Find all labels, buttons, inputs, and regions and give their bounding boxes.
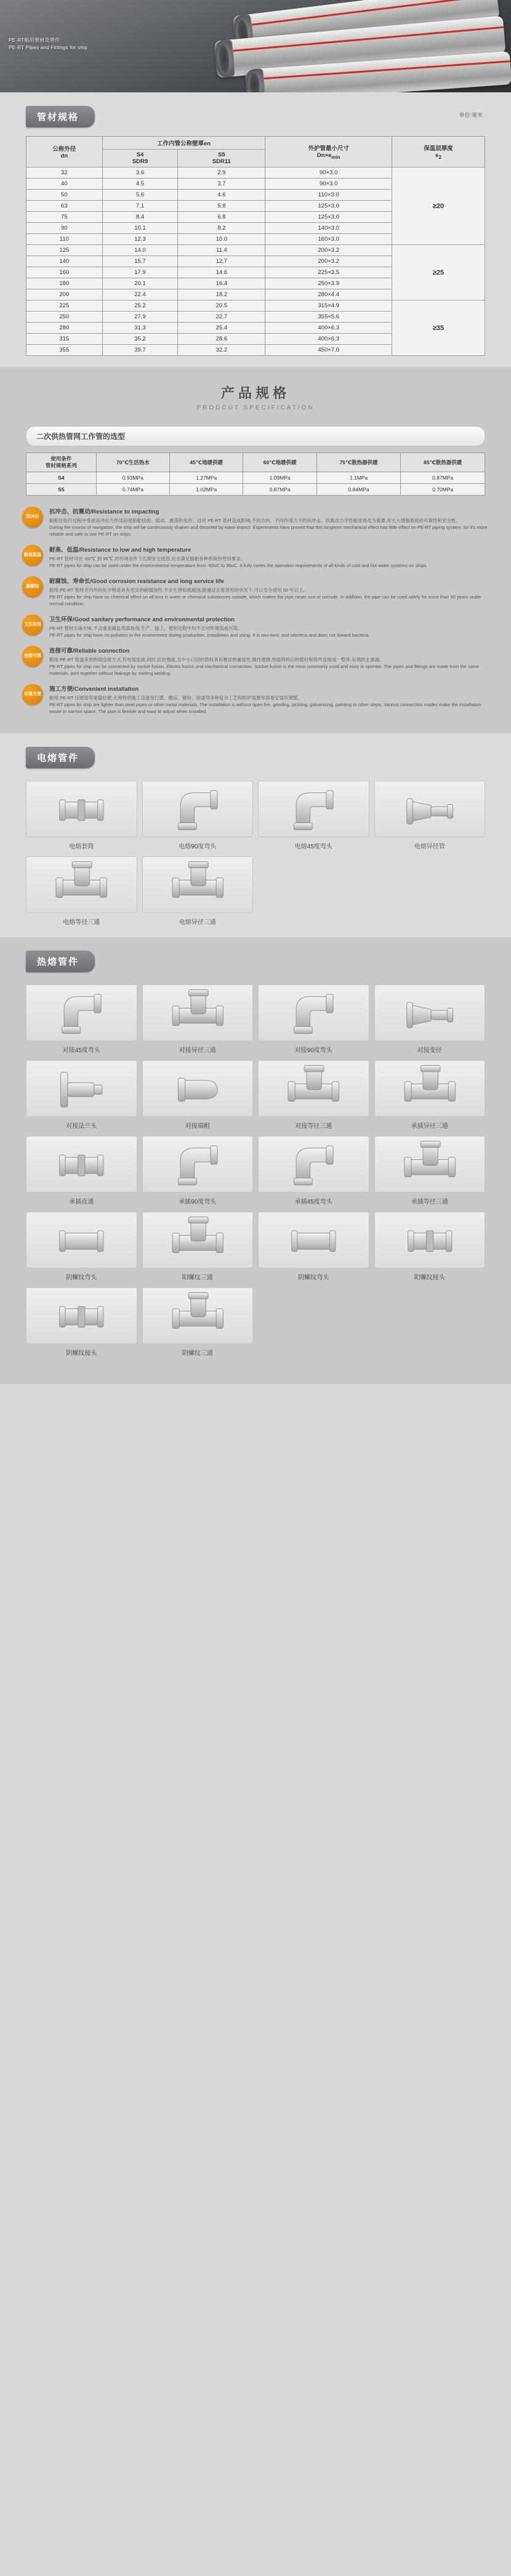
- cell-insulation: ≥20: [392, 167, 485, 245]
- feature-text-cn: 船用 PE-RT 管材对内外的化学物质具有优良的耐腐蚀性,不会生锈和被腐蚀,能通过正常使用的状况下,可以安全使用 50 年以上。: [49, 587, 308, 593]
- cell-s4: 15.7: [102, 256, 178, 267]
- fitting-card[interactable]: [374, 781, 486, 850]
- cell-s4: 10.1: [102, 223, 178, 234]
- cell-s5: 6.8: [178, 212, 265, 223]
- fitting-label: 对接等径三通: [295, 1123, 332, 1130]
- fitting-card[interactable]: [26, 984, 137, 1054]
- cell-dn: 355: [26, 345, 103, 356]
- feature-text-cn: 船用 PE-RT 管道采用热熔连接方式,有电熔连接,同时,抗拉强度,且中小口径的管材具有极佳的兼容性,操作便捷,热熔焊料后的管材和管件连接成一整体,有效防止渗漏。: [49, 657, 384, 662]
- cell-s4: 39.7: [102, 345, 178, 356]
- feature-title: 耐腐蚀、寿命长/Good corrosion resistance and long service life: [49, 578, 225, 585]
- hero-title-en: PE-RT Pipes and Fittings for ship: [9, 45, 87, 50]
- cell-dn: 110: [26, 234, 103, 245]
- cell-dn: 32: [26, 167, 103, 179]
- cell-pressure: 0.74MPa: [96, 484, 169, 496]
- product-spec-title-cn: 产品规格: [220, 385, 290, 401]
- col-wall-group: 工作内管公称壁厚en: [102, 137, 265, 150]
- hero-title: [9, 37, 87, 52]
- butt-elbow90-icon: [258, 984, 369, 1041]
- fitting-label: 阴螺纹三通: [182, 1350, 213, 1357]
- fitting-label: 承插45度弯头: [294, 1199, 332, 1205]
- cell-s4: 20.1: [102, 278, 178, 289]
- cell-s4: 12.3: [102, 234, 178, 245]
- cell-outer: 140×3.0: [265, 223, 392, 234]
- usage-body: [26, 472, 485, 496]
- cell-pressure: 0.87MPa: [401, 472, 485, 484]
- fitting-label: 承插等径三通: [411, 1199, 448, 1205]
- fitting-label: 对接变径: [417, 1047, 442, 1054]
- cell-s5: 32.2: [178, 345, 265, 356]
- fitting-card[interactable]: [142, 1212, 254, 1281]
- socket-tee-equal-icon: [374, 1136, 486, 1193]
- feature-text-en: PE-RT pipes for ship have no chemical effect on all ions in water or chemical substances outside, which makes the pipe never rust or corrode. In addition, the pipe can be used safely for more than 50 years under normal condition.: [49, 594, 481, 606]
- product-spec-title: [0, 367, 511, 416]
- cell-s4: 8.4: [102, 212, 178, 223]
- electrofusion-grid: [26, 781, 485, 926]
- cell-outer: 280×4.4: [265, 289, 392, 300]
- fitting-card[interactable]: [26, 1287, 137, 1357]
- fitting-card[interactable]: [374, 1060, 486, 1130]
- cell-pressure: 0.93MPa: [96, 472, 169, 484]
- cell-outer: 160×3.0: [265, 234, 392, 245]
- fitting-card[interactable]: [26, 781, 137, 850]
- fitting-label: 电熔异径三通: [179, 919, 216, 926]
- feature-body: [49, 507, 489, 537]
- table-row: [26, 245, 485, 256]
- fitting-card[interactable]: [26, 856, 137, 926]
- tee-reducing-icon: [142, 856, 254, 913]
- feature-text-cn: 船用 PE-RT 压缩管等重量轻便,无须特别施工设备及打磨、搬运、镀锌、油漆等多种复杂工艺和防护装置等容易安装和调整。: [49, 695, 302, 701]
- feature-badge-icon: 连接可靠: [22, 646, 43, 667]
- usage-col-0: 70℃生活热水: [96, 453, 169, 472]
- table-header-row: [26, 137, 485, 150]
- fitting-label: 承插异径三通: [411, 1123, 448, 1130]
- cell-s4: 5.6: [102, 190, 178, 201]
- cell-s5: 20.5: [178, 300, 265, 312]
- fitting-label: 阴螺纹弯头: [298, 1274, 329, 1281]
- feature-text-en: PE-RT pipes for ship can be used under the environmental temperature from -60oC to 95oC. It fully meets the operation requirements of all kinds of cold and hot water systems on ships.: [49, 563, 428, 568]
- elbow90-icon: [142, 781, 254, 837]
- cell-s5: 22.7: [178, 312, 265, 323]
- cell-s5: 8.2: [178, 223, 265, 234]
- feature-item: [22, 684, 489, 715]
- fitting-card[interactable]: [258, 984, 369, 1054]
- feature-item: [22, 545, 489, 569]
- feature-title: 抗冲击、抗震动/Resistance to impacting: [49, 509, 159, 515]
- elbow45-icon: [258, 781, 369, 837]
- fitting-card[interactable]: [374, 984, 486, 1054]
- pipe-spec-body: [26, 167, 485, 356]
- usage-col-3: 75℃散热器供暖: [316, 453, 401, 472]
- cell-s4: 22.4: [102, 289, 178, 300]
- cell-outer: 200×3.2: [265, 256, 392, 267]
- hotmelt-grid: [26, 984, 485, 1357]
- hero-banner: [0, 0, 511, 92]
- feature-body: [49, 646, 489, 677]
- fitting-label: 电熔45度弯头: [294, 843, 332, 850]
- fitting-label: 承插直通: [69, 1199, 94, 1205]
- fitting-label: 阳螺纹接头: [414, 1274, 445, 1281]
- fitting-card[interactable]: [374, 1136, 486, 1205]
- cell-s5: 14.6: [178, 267, 265, 278]
- female-thread-elbow2-icon: [258, 1212, 369, 1268]
- cell-dn: 75: [26, 212, 103, 223]
- fitting-label: 对接45度弯头: [62, 1047, 100, 1054]
- male-thread-coupler-icon: [374, 1212, 486, 1268]
- electrofusion-heading: 电熔管件: [26, 747, 95, 768]
- cell-s4: 17.9: [102, 267, 178, 278]
- tee-equal-icon: [26, 856, 137, 913]
- cell-outer: 125×3.0: [265, 201, 392, 212]
- fitting-card[interactable]: [258, 1136, 369, 1205]
- feature-badge-icon: 安装方便: [22, 684, 43, 705]
- cell-series: S5: [26, 484, 97, 496]
- fitting-card[interactable]: [142, 1060, 254, 1130]
- unit-note: 单位:毫米: [459, 112, 483, 118]
- fitting-card[interactable]: [26, 1212, 137, 1281]
- fitting-label: 对接异径三通: [179, 1047, 216, 1054]
- feature-badge-icon: 卫生环保: [22, 614, 43, 635]
- cell-outer: 250×3.9: [265, 278, 392, 289]
- fitting-label: 对接90度弯头: [294, 1047, 332, 1054]
- cell-outer: 355×5.6: [265, 312, 392, 323]
- cell-dn: 315: [26, 334, 103, 345]
- cell-dn: 40: [26, 179, 103, 190]
- cell-outer: 110×3.0: [265, 190, 392, 201]
- fitting-label: 阴螺纹接头: [66, 1350, 97, 1357]
- cell-s5: 10.0: [178, 234, 265, 245]
- fitting-label: 阴螺纹弯头: [66, 1274, 97, 1281]
- cell-pressure: 0.70MPa: [401, 484, 485, 496]
- cell-dn: 90: [26, 223, 103, 234]
- butt-tee-reducing-icon: [142, 984, 254, 1041]
- fitting-card[interactable]: [26, 1060, 137, 1130]
- table-row: [26, 300, 485, 312]
- cell-s5: 2.9: [178, 167, 265, 179]
- feature-title: 卫生环保/Good sanitary performance and environmental protection: [49, 616, 235, 623]
- feature-list: [22, 507, 489, 715]
- fitting-card[interactable]: [142, 781, 254, 850]
- cell-outer: 315×4.9: [265, 300, 392, 312]
- feature-item: [22, 576, 489, 607]
- fitting-card[interactable]: [258, 781, 369, 850]
- feature-text-en: PE-RT pipes for ship can be connected by socket fusion, Electro fusion and mechanical connection. Socket fusion is the most commonly used and easy to operate. The pipes and fittings are made from the same materials, joint together without leakage by melting welding.: [49, 664, 480, 676]
- socket-elbow45-icon: [258, 1136, 369, 1193]
- feature-text-en: PE-RT pipes for ship are lighter than steel pipes or other metal materials. The installation is without open fire, grinding, pickling, galvanizing, painting or other steps. Various connection modes make the installation easier in narrow space. The pipe is flexible and easy to adjust when installed.: [49, 702, 481, 714]
- fitting-card[interactable]: [142, 1287, 254, 1357]
- cell-dn: 160: [26, 267, 103, 278]
- feature-text-cn: PE-RT 管材可在 -60℃ 到 95℃ 的环境条件下长期安全使用,完全满足船舶各种系统的使用要求。: [49, 556, 246, 561]
- cell-outer: 400×6.3: [265, 334, 392, 345]
- cell-dn: 63: [26, 201, 103, 212]
- cell-s5: 11.4: [178, 245, 265, 256]
- female-thread-coupler-icon: [26, 1287, 137, 1344]
- col-dn: 公称外径 dn: [26, 137, 103, 167]
- pipe-spec-section: [0, 92, 511, 367]
- feature-title: 耐高、低温/Resistance to low and high temperature: [49, 547, 191, 553]
- table-row: [26, 167, 485, 179]
- fitting-card[interactable]: [142, 1136, 254, 1205]
- cell-insulation: ≥35: [392, 300, 485, 356]
- cell-s5: 25.4: [178, 323, 265, 334]
- cell-s4: 25.2: [102, 300, 178, 312]
- cell-insulation: ≥25: [392, 245, 485, 300]
- feature-text-en: PE-RT pipes for ship have no pollution to the environment during production, installation and using. It is non-toxic and odorless and does not toward bacteria.: [49, 632, 370, 638]
- col-outer: 外护管最小尺寸 $Dn\times e_{min}$: [265, 137, 392, 167]
- fitting-label: 对接端帽: [185, 1123, 210, 1130]
- cell-outer: 225×3.5: [265, 267, 392, 278]
- cell-s5: 28.6: [178, 334, 265, 345]
- fitting-label: 阳螺纹三通: [182, 1274, 213, 1281]
- fitting-label: 电熔90度弯头: [179, 843, 217, 850]
- cell-dn: 50: [26, 190, 103, 201]
- cell-outer: 450×7.0: [265, 345, 392, 356]
- feature-body: [49, 576, 489, 607]
- cell-s5: 12.7: [178, 256, 265, 267]
- table-row: [26, 472, 485, 484]
- hotmelt-heading: 热熔管件: [26, 951, 95, 972]
- cell-pressure: 0.84MPa: [316, 484, 401, 496]
- cell-outer: 200×3.2: [265, 245, 392, 256]
- fitting-label: 对接法兰头: [66, 1123, 97, 1130]
- cell-series: S4: [26, 472, 97, 484]
- cell-dn: 225: [26, 300, 103, 312]
- col-s5: S5 SDR11: [178, 150, 265, 167]
- butt-elbow45-icon: [26, 984, 137, 1041]
- cell-dn: 125: [26, 245, 103, 256]
- feature-item: [22, 507, 489, 537]
- cell-s4: 3.6: [102, 167, 178, 179]
- pipe-spec-table-wrap: [26, 136, 485, 356]
- butt-flange-icon: [26, 1060, 137, 1117]
- coupler-icon: [26, 781, 137, 837]
- fitting-card[interactable]: [142, 984, 254, 1054]
- product-spec-section: [0, 367, 511, 733]
- fitting-card[interactable]: [142, 856, 254, 926]
- fitting-label: 电熔套筒: [69, 843, 94, 850]
- cell-pressure: 1.27MPa: [170, 472, 243, 484]
- cell-pressure: 1.09MPa: [243, 472, 316, 484]
- cell-pressure: 0.87MPa: [243, 484, 316, 496]
- cell-outer: 90×3.0: [265, 179, 392, 190]
- feature-item: [22, 646, 489, 677]
- male-thread-tee-icon: [142, 1212, 254, 1268]
- fitting-label: 电熔异径管: [414, 843, 445, 850]
- cell-outer: 90×3.0: [265, 167, 392, 179]
- usage-col-1: 45℃地暖供暖: [170, 453, 243, 472]
- cell-outer: 125×3.0: [265, 212, 392, 223]
- hotmelt-section: [0, 937, 511, 1384]
- butt-reducer-icon: [374, 984, 486, 1041]
- fitting-card[interactable]: [26, 1136, 137, 1205]
- table-row: [26, 484, 485, 496]
- cell-s4: 27.9: [102, 312, 178, 323]
- pipe-illustration: [172, 0, 511, 92]
- cell-outer: 400×6.3: [265, 323, 392, 334]
- col-s4: S4 SDR9: [102, 150, 178, 167]
- cell-s4: 35.2: [102, 334, 178, 345]
- cell-dn: 200: [26, 289, 103, 300]
- reducer-icon: [374, 781, 486, 837]
- cell-s4: 31.3: [102, 323, 178, 334]
- cell-dn: 180: [26, 278, 103, 289]
- cell-dn: 250: [26, 312, 103, 323]
- hero-title-cn: PE-RT船用管材及管件: [9, 38, 60, 43]
- usage-col-condition: 使用条件 管材规格系列: [26, 453, 97, 472]
- feature-text-cn: 船舶在航行过程中受波浪冲击力作用而使船舶扭曲、摇动、震荡和变形。这对 PE-RT 管材造成影响,不同方向、不同作用力下的抗冲击、抗震动力学性能显得尤为重要,对大大增强系统的可靠性和安全性。: [49, 518, 461, 523]
- usage-table: [26, 453, 485, 496]
- cell-dn: 140: [26, 256, 103, 267]
- feature-badge-icon: 抗冲击: [22, 507, 43, 528]
- socket-tee-reducing-icon: [374, 1060, 486, 1117]
- socket-coupler-icon: [26, 1136, 137, 1193]
- fitting-label: 电熔等径三通: [63, 919, 100, 926]
- feature-title: 连接可靠/Reliable connection: [49, 648, 130, 654]
- fitting-card[interactable]: [374, 1212, 486, 1281]
- fitting-card[interactable]: [258, 1060, 369, 1130]
- cell-s4: 4.5: [102, 179, 178, 190]
- electrofusion-section: [0, 733, 511, 937]
- pipe-spec-table: [26, 136, 485, 356]
- feature-body: [49, 614, 489, 638]
- feature-title: 施工方便/Convenient installation: [49, 686, 139, 693]
- col-insulation: 保温层厚度 $e_2$: [392, 137, 485, 167]
- fitting-label: 承插90度弯头: [179, 1199, 217, 1205]
- butt-cap-icon: [142, 1060, 254, 1117]
- cell-pressure: 1.02MPa: [170, 484, 243, 496]
- cell-s5: 4.6: [178, 190, 265, 201]
- butt-tee-equal-icon: [258, 1060, 369, 1117]
- female-thread-tee-icon: [142, 1287, 254, 1344]
- usage-col-2: 60℃地暖供暖: [243, 453, 316, 472]
- feature-text-cn: PE-RT 管材无毒无味,不含重金属盐类添加剂,生产、施工、使用过程中均不会对环境造成污染。: [49, 626, 243, 631]
- pipe-spec-heading: 管材规格: [26, 106, 95, 127]
- feature-item: [22, 614, 489, 638]
- feature-text-en: During the course of navigation, the ship will be continuously shaken and distorted by wave impact. Experiments have proved that this longterm mechanical effect has little effect on PE-RT piping system. So it's more reliable and safe to use PE-RT on ships.: [49, 525, 488, 537]
- feature-badge-icon: 耐腐蚀: [22, 576, 43, 597]
- cell-s5: 5.8: [178, 201, 265, 212]
- cell-s5: 18.2: [178, 289, 265, 300]
- usage-col-4: 85℃散热器供暖: [401, 453, 485, 472]
- cell-pressure: 1.1MPa: [316, 472, 401, 484]
- cell-s4: 7.1: [102, 201, 178, 212]
- usage-header-row: [26, 453, 485, 472]
- usage-heading: 二次供热管网工作管的选型: [26, 426, 485, 446]
- fitting-card[interactable]: [258, 1212, 369, 1281]
- cell-dn: 280: [26, 323, 103, 334]
- cell-s4: 14.0: [102, 245, 178, 256]
- female-thread-elbow-icon: [26, 1212, 137, 1268]
- cell-s5: 3.7: [178, 179, 265, 190]
- socket-elbow90-icon: [142, 1136, 254, 1193]
- product-spec-title-en: PRODCUT SPECIFICATION: [196, 405, 315, 411]
- feature-body: [49, 684, 489, 715]
- feature-badge-icon: 耐高低温: [22, 545, 43, 566]
- cell-s5: 16.4: [178, 278, 265, 289]
- feature-body: [49, 545, 489, 569]
